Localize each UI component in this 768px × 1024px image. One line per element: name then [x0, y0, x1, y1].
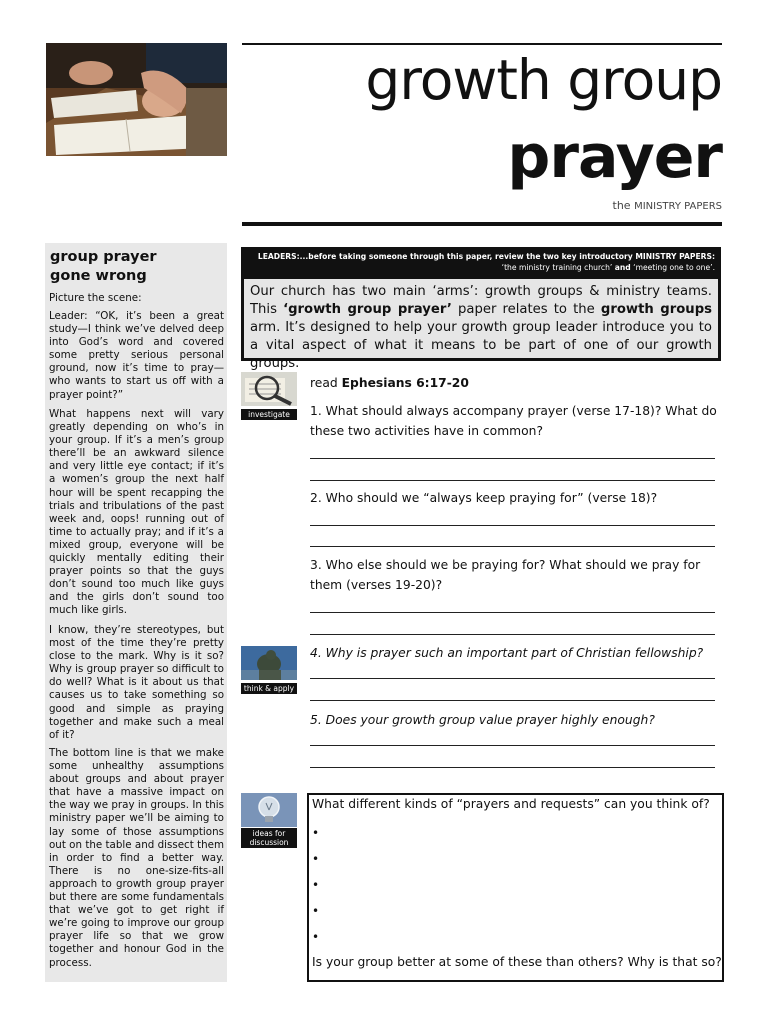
answer-line[interactable]: [310, 745, 715, 746]
intro-bold-2: growth groups: [600, 302, 712, 317]
brand-label: [613, 199, 723, 212]
leaders-note-line-1: LEADERS:...before taking someone through this paper, review the two key introductory MINISTRY PAPERS:: [257, 252, 715, 261]
intro-part-1: Our church has two main ‘arms’: growth groups & ministry teams. This: [250, 284, 712, 317]
answer-line[interactable]: [310, 525, 715, 526]
praying-hands-photo: [46, 43, 227, 156]
header-top-rule: [242, 43, 722, 45]
discussion-bullet: •: [312, 878, 320, 892]
lightbulb-icon: [241, 793, 297, 827]
discussion-closing: Is your group better at some of these than others? Why is that so?: [312, 955, 722, 969]
answer-line[interactable]: [310, 678, 715, 679]
title-line-2: prayer: [507, 122, 722, 192]
reading-reference: [310, 373, 718, 393]
intro-text: [250, 283, 712, 373]
answer-line[interactable]: [310, 612, 715, 613]
sidebar-heading-line-1: group prayer: [50, 249, 157, 265]
question-2: 2. Who should we “always keep praying for” (verse 18)?: [310, 491, 658, 505]
investigate-label: investigate: [241, 409, 297, 420]
answer-line[interactable]: [310, 767, 715, 768]
question-3: 3. Who else should we be praying for? What should we pray for them (verses 19-20)?: [310, 558, 701, 592]
brand-prefix: the: [612, 199, 631, 212]
leaders-note-line-2: [241, 262, 721, 273]
discussion-bullet: •: [312, 904, 320, 918]
magnifier-icon: [241, 372, 297, 406]
leaders-note: [241, 247, 721, 279]
discussion-box: [307, 793, 724, 982]
sidebar-paragraph: What happens next will vary greatly depending on who’s in your group. If it’s a men’s group there’ll be an awkward silence and very little eye contact; if it’s a women’s group the next half hour will be spent recapping the trials and tribulations of the past week and, oops! running out of time to actually pray; and if it’s a mixed group, everyone will be quickly mentally editing their prayer points so that the guys don’t sound too much like guys and the girls don’t sound too much like girls.: [49, 408, 224, 617]
question-4: [310, 643, 718, 663]
sidebar-heading-line-2: gone wrong: [50, 268, 147, 284]
answer-line[interactable]: [310, 634, 715, 635]
question-5: [310, 710, 718, 730]
brand-name: MINISTRY PAPERS: [634, 201, 722, 212]
discussion-bullet: •: [312, 826, 320, 840]
sidebar-paragraph: The bottom line is that we make some unhealthy assumptions about groups and about prayer that have a massive impact on the way we pray in groups. In this ministry paper we’ll be aiming to lay some of those assumptions out on the table and dissect them in order to find a better way. There is no one-size-fits-all approach to growth group prayer but there are some fundamentals that we’ve got to get right if we’re going to improve our group prayer life so that we grow together and honour God in the process.: [49, 747, 224, 969]
discussion-bullet: •: [312, 930, 320, 944]
sidebar-paragraph: Leader: “OK, it’s been a great study—I think we’ve delved deep into God’s word and covered some pretty serious personal ground, now it’s time to pray—who wants to start us off with a prayer point?”: [49, 310, 224, 401]
thinker-statue-icon: [241, 646, 297, 680]
header-bottom-rule: [242, 222, 722, 226]
intro-part-3: arm. It’s designed to help your growth group leader introduce you to a vital aspect of what it means to be part of one of our growth groups.: [250, 320, 712, 371]
paper-reference-1: ‘the ministry training church’: [501, 263, 613, 272]
ideas-label-line-2: discussion: [249, 838, 289, 847]
title-line-1: growth group: [365, 48, 722, 112]
question-5-text: 5. Does your growth group value prayer highly enough?: [310, 713, 655, 727]
think-apply-label: think & apply: [241, 683, 297, 694]
question-4-text: 4. Why is prayer such an important part of Christian fellowship?: [310, 646, 704, 660]
investigate-badge: [241, 372, 297, 420]
paper-reference-2: ‘meeting one to one’.: [633, 263, 715, 272]
ideas-label-line-1: ideas for: [252, 829, 286, 838]
answer-line[interactable]: [310, 546, 715, 547]
discussion-bullet: •: [312, 852, 320, 866]
question-1: 1. What should always accompany prayer (verse 17-18)? What do these two activities have in common?: [310, 404, 717, 438]
discussion-question: What different kinds of “prayers and requests” can you think of?: [312, 797, 710, 811]
think-apply-badge: [241, 646, 297, 694]
ideas-label: [241, 828, 297, 848]
reading-prefix: read: [310, 376, 338, 390]
intro-box: [241, 279, 721, 371]
ideas-badge: [241, 793, 297, 848]
intro-part-2: paper relates to the: [451, 302, 601, 317]
answer-line[interactable]: [310, 700, 715, 701]
sidebar-heading: [50, 248, 224, 286]
intro-bold-1: ‘growth group prayer’: [283, 302, 452, 317]
reading-passage: Ephesians 6:17-20: [341, 376, 469, 390]
answer-line[interactable]: [310, 458, 715, 459]
sidebar-paragraph: I know, they’re stereotypes, but most of the time they’re pretty close to the mark. Why is it so? Why is group prayer so difficult to do well? What is it about us that causes us to take something so good and simple as praying together and make such a meal of it?: [49, 624, 224, 741]
answer-line[interactable]: [310, 480, 715, 481]
leaders-and: and: [614, 263, 631, 272]
sidebar-paragraph: Picture the scene:: [49, 292, 142, 304]
